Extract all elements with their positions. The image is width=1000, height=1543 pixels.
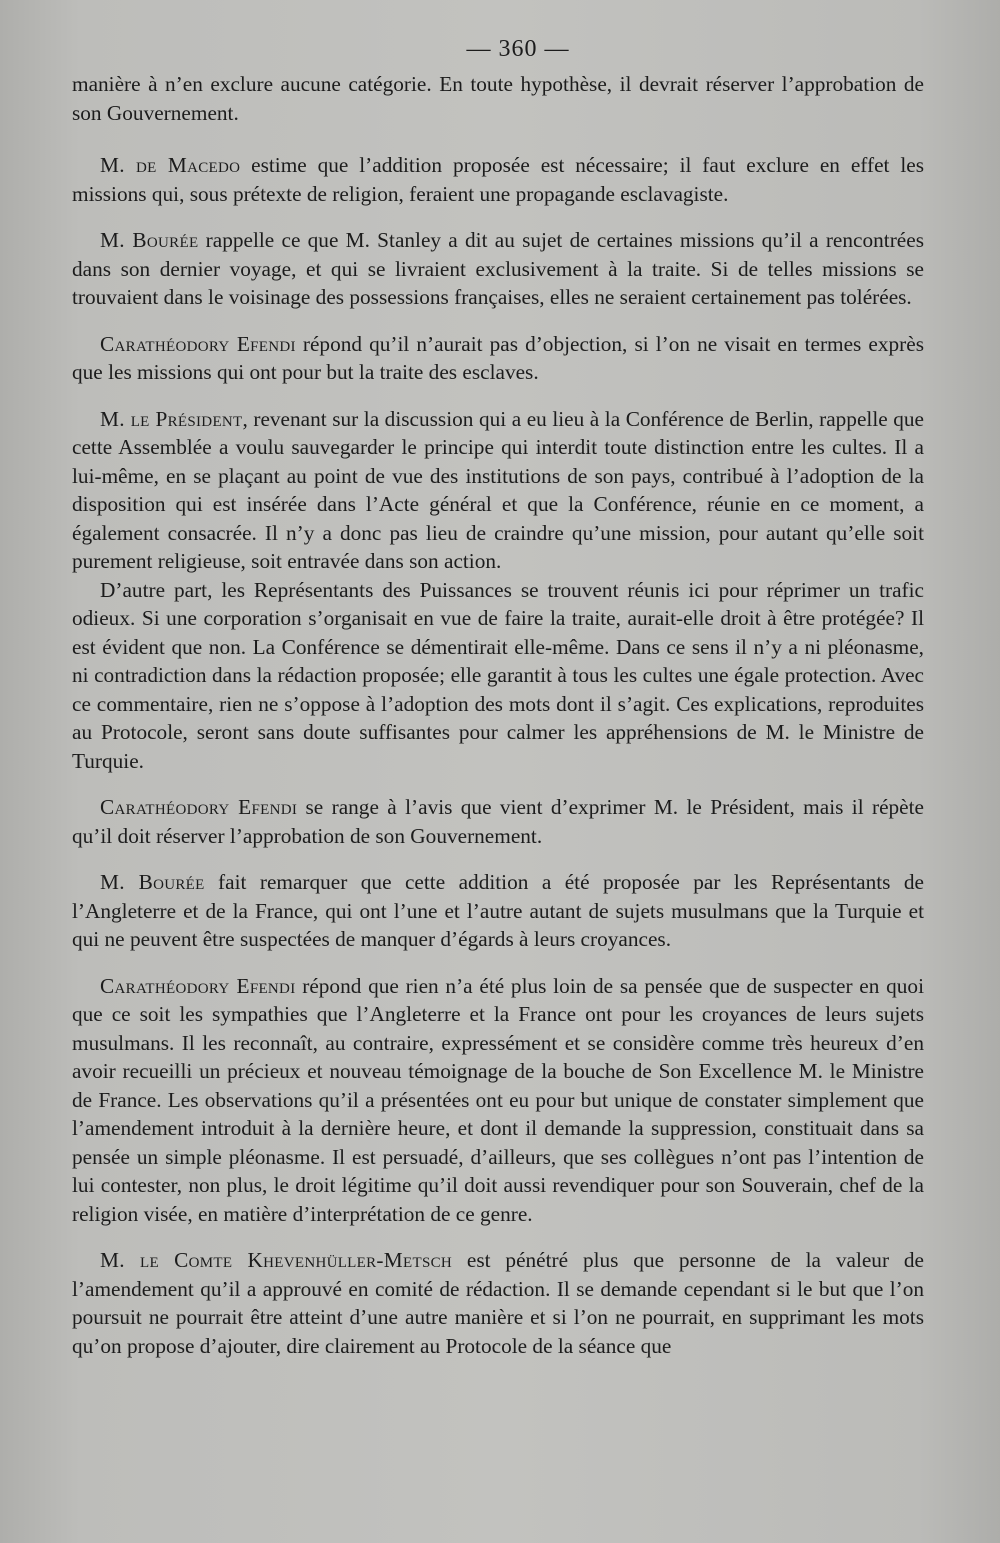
paragraph-4 <box>72 330 924 387</box>
paragraph-7 <box>72 793 924 850</box>
speaker-name: Carathéodory Efendi <box>100 331 296 356</box>
speaker-name: M. Bourée <box>100 870 205 894</box>
paragraph-8 <box>72 868 924 954</box>
paragraph-text: se range à l’avis que vient d’exprimer M. le Président, mais il répète qu’il doit réserver l’approbation de son Gouvernement. <box>72 795 924 848</box>
paragraph-6 <box>72 576 924 776</box>
paragraph-text: fait remarquer que cette addition a été proposée par les Représentants de l’Angleterre et de la France, qui ont l’une et l’autre autant de sujets musulmans que la Turquie et qui ne peuvent être suspectées de manquer d’égards à leurs croyances. <box>72 870 924 951</box>
paragraph-text: estime que l’addition proposée est nécessaire; il faut exclure en effet les missions qui, sous prétexte de religion, feraient une propagande esclavagiste. <box>72 153 925 206</box>
speaker-name: M. de Macedo <box>100 153 241 177</box>
page-number: — 360 — <box>466 36 570 62</box>
paragraph-9 <box>72 972 924 1229</box>
paragraph-text: répond que rien n’a été plus loin de sa pensée que de suspecter en quoi que ce soit les sympathies que l’Angleterre et la France ont pour les croyances de leurs sujets musulmans. Il les reconnaît, au contraire, expressément et se considère comme très heureux d’en avoir recueilli un précieux et nouveau témoignage de la bouche de Son Excellence M. le Ministre de France. Les observations qu’il a présentées ont eu pour but unique de constater simplement que l’amendement introduit à la dernière heure, et dont il demande la suppression, constituait dans sa pensée un simple pléonasme. Il est persuadé, d’ailleurs, que ses collègues n’ont pas l’intention de lui contester, non plus, le droit légitime qu’il doit aussi revendiquer pour son Souverain, chef de la religion visée, en matière d’interprétation de ce genre. <box>72 973 924 1226</box>
paragraph-2 <box>72 151 924 208</box>
paragraph-text: manière à n’en exclure aucune catégorie. En toute hypothèse, il devrait réserver l’approbation de son Gouvernement. <box>72 72 924 125</box>
speaker-name: Carathéodory Efendi <box>100 795 298 819</box>
speaker-name: Carathéodory Efendi <box>100 973 296 998</box>
paragraph-text: répond qu’il n’aurait pas d’objection, si l’on ne visait en termes exprès que les missions qui ont pour but la traite des esclaves. <box>72 331 924 384</box>
speaker-name: M. le Président <box>100 406 243 431</box>
speaker-name: M. Bourée <box>100 228 199 252</box>
speaker-name: M. le Comte Khevenhüller-Metsch <box>100 1248 453 1272</box>
paragraph-10 <box>72 1246 924 1360</box>
paragraph-5 <box>72 405 924 576</box>
paragraph-text: rappelle ce que M. Stanley a dit au sujet de certaines missions qu’il a rencontrées dans son dernier voyage, et qui se livraient exclusivement à la traite. Si de telles missions se trouvaient dans le voisinage des possessions françaises, elles ne seraient certainement pas tolérées. <box>72 228 924 309</box>
paragraph-text: D’autre part, les Représentants des Puissances se trouvent réunis ici pour réprimer un trafic odieux. Si une corporation s’organisait en vue de faire la traite, aurait-elle droit à être protégée? Il est évident que non. La Conférence se démentirait elle-même. Dans ce sens il n’y a ni pléonasme, ni contradiction dans la rédaction proposée; elle garantit à tous les cultes une égale protection. Avec ce commentaire, rien ne s’oppose à l’adoption des mots dont il s’agit. Ces explications, reproduites au Protocole, seront sans doute suffisantes pour calmer les appréhensions de M. le Ministre de Turquie. <box>72 577 924 773</box>
paragraph-text: , revenant sur la discussion qui a eu lieu à la Conférence de Berlin, rappelle que cette Assemblée a voulu sauvegarder le principe qui interdit toute distinction entre les cultes. Il a lui-même, en se plaçant au point de vue des institutions de son pays, contribué à l’adoption de la disposition qui est insérée dans l’Acte général et que la Conférence, réunie en ce moment, a également consacrée. Il n’y a donc pas lieu de craindre qu’une mission, pour autant qu’elle soit purement religieuse, soit entravée dans son action. <box>72 406 924 573</box>
paragraph-text: est pénétré plus que personne de la valeur de l’amendement qu’il a approuvé en comité de rédaction. Il se demande cependant si le but que l’on poursuit ne pourrait être atteint d’une autre manière et si l’on ne pourrait, en supprimant les mots qu’on propose d’ajouter, dire clairement au Protocole de la séance que <box>72 1248 925 1358</box>
paragraph-3 <box>72 226 924 312</box>
paragraph-1 <box>72 70 924 127</box>
